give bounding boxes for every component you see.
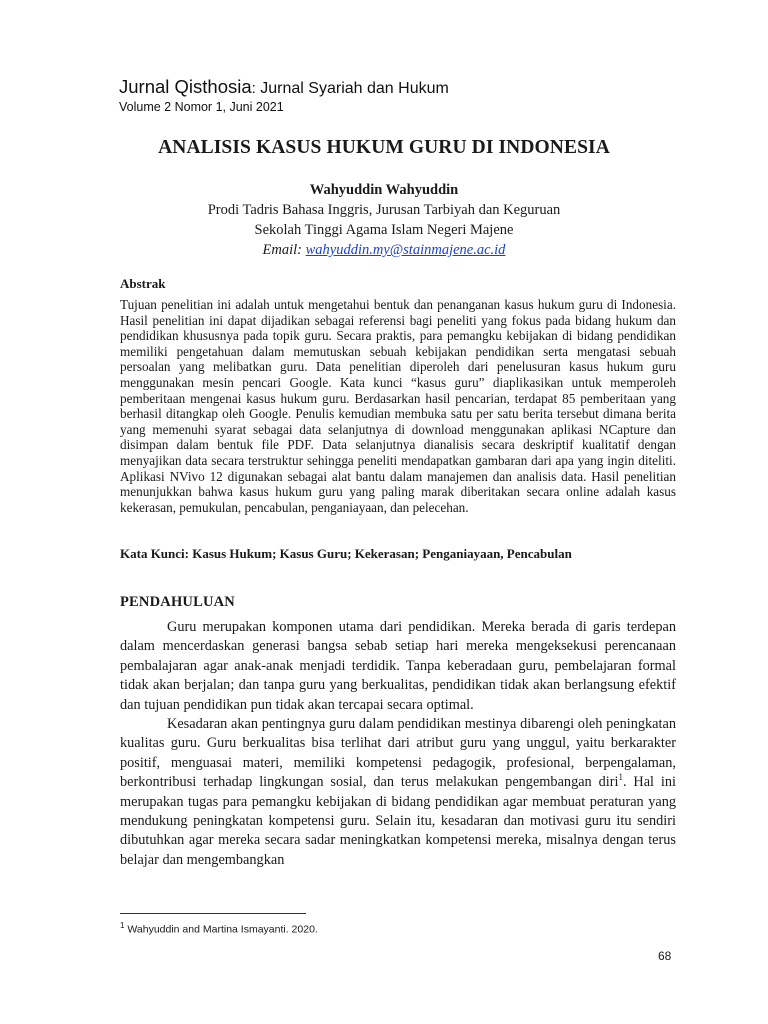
footnote-reference[interactable]: 1 xyxy=(618,772,623,783)
affiliation-department: Prodi Tadris Bahasa Inggris, Jurusan Tarbiyah dan Keguruan xyxy=(207,202,561,218)
footnote-divider xyxy=(120,913,306,914)
abstract-body: Tujuan penelitian ini adalah untuk mengetahui bentuk dan penanganan kasus hukum guru di Indonesia. Hasil penelitian ini dapat dijadikan sebagai referensi bagi peneliti yang fokus pada bidang hukum dan pendidikan khususnya pada topik guru. Secara praktis, para pemangku kebijakan di bidang pendidikan memiliki pengetahuan dalam memutuskan sebuah kebijakan pendidikan serta mengatasi sebuah persoalan yang melibatkan guru. Data penelitian diperoleh dari penelusuran kasus hukum guru menggunakan mesin pencari Google. Kata kunci “kasus guru” diaplikasikan untuk memperoleh pemberitaan mengenai kasus hukum guru. Berdasarkan hasil pencarian, terdapat 85 pemberitaan yang berhasil ditangkap oleh Google. Penulis kemudian membuka satu per satu berita tersebut dimana berita yang memenuhi syarat sebagai data selanjutnya di download menggunakan aplikasi NCapture dan disimpan dalam bentuk file PDF. Data selanjutnya dianalisis secara deskriptif kualitatif dengan menyajikan data secara terstruktur sehingga peneliti mendapatkan gambaran dari apa yang ingin diteliti. Aplikasi NVivo 12 digunakan sebagai alat bantu dalam manajemen dan analisis data. Hasil penelitian menunjukkan bahwa kasus hukum guru yang paling marak diberitakan secara online adalah kasus kekerasan, pemukulan, pencabulan, penganiayaan, dan pelecehan. xyxy=(120,297,676,515)
author-name: Wahyuddin Wahyuddin xyxy=(309,182,459,198)
introduction-body xyxy=(120,618,676,870)
paragraph: Guru merupakan komponen utama dari pendidikan. Mereka berada di garis terdepan dalam mencerdaskan generasi bangsa sebab setiap hari mereka mengeksekusi perencanaan pembalajaran agar anak-anak menjadi terdidik. Tanpa keberadaan guru, pembelajaran formal tidak akan berjalan; dan tanpa guru yang berkualitas, pendidikan tidak akan berlangsung efektif dan tujuan pendidikan pun tidak akan tercapai secara optimal. xyxy=(120,619,676,713)
abstract-heading: Abstrak xyxy=(120,276,166,291)
footnote-marker: 1 xyxy=(120,921,125,930)
paragraph-text: . Hal ini merupakan tugas para pemangku kebijakan di bidang pendidikan agar membuat peraturan yang mendukung peningkatan kompetensi guru. Selain itu, kesadaran dan motivasi guru itu sendiri dibutuhkan agar mereka secara sadar meningkatkan kompetensi mereka, misalnya dengan terus belajar dan mengembangkan xyxy=(120,774,676,868)
footnote-text: Wahyuddin and Martina Ismayanti. 2020. xyxy=(124,923,318,936)
keywords: Kata Kunci: Kasus Hukum; Kasus Guru; Kekerasan; Penganiayaan, Pencabulan xyxy=(120,546,572,561)
email-line xyxy=(0,240,768,260)
footnote xyxy=(120,921,318,936)
email-link[interactable]: wahyuddin.my@stainmajene.ac.id xyxy=(305,242,506,258)
paragraph-text: Kesadaran akan pentingnya guru dalam pendidikan mestinya dibarengi oleh peningkatan kualitas guru. Guru berkualitas bisa terlihat dari atribut guru yang unggul, yaitu berkarakter positif, menguasai materi, memiliki kompetensi pedagogik, profesional, berpengalaman, berkontribusi terhadap lingkungan sosial, dan terus melakukan pengembangan diri xyxy=(120,716,676,791)
journal-separator: : xyxy=(251,80,256,97)
journal-title-line xyxy=(119,76,449,100)
paragraph xyxy=(120,715,676,870)
journal-name: Jurnal Qisthosia xyxy=(119,76,252,97)
article-title: ANALISIS KASUS HUKUM GURU DI INDONESIA xyxy=(158,137,610,158)
author-block xyxy=(0,180,768,260)
email-label: Email: xyxy=(262,242,306,258)
page-number: 68 xyxy=(658,949,672,963)
journal-subtitle: Jurnal Syariah dan Hukum xyxy=(255,80,449,97)
section-heading-pendahuluan: PENDAHULUAN xyxy=(120,594,235,610)
affiliation-institution: Sekolah Tinggi Agama Islam Negeri Majene xyxy=(254,222,514,238)
journal-header xyxy=(119,76,449,114)
journal-volume: Volume 2 Nomor 1, Juni 2021 xyxy=(119,100,284,114)
